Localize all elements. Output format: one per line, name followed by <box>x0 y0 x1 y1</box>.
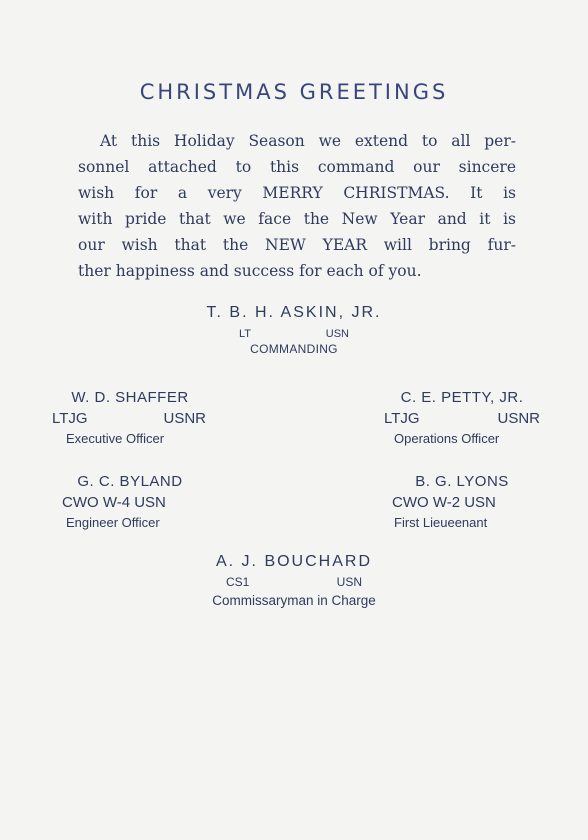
greeting-message <box>78 128 516 284</box>
officer-signature-petty <box>384 389 540 446</box>
commissary-service: USN <box>336 575 362 589</box>
commanding-officer-title: COMMANDING <box>250 342 338 356</box>
officer-service: USNR <box>497 410 540 427</box>
officer-signature-byland <box>52 473 208 530</box>
commissary-role: Commissaryman in Charge <box>212 593 376 608</box>
officer-signature-shaffer <box>52 389 208 446</box>
officer-rank-row <box>384 410 540 427</box>
officer-rank-line: CWO W-4 USN <box>62 494 166 511</box>
message-line: our wish that the NEW YEAR will bring fur- <box>78 236 516 254</box>
commissary-rank: CS1 <box>226 575 250 589</box>
commissary-name: A. J. BOUCHARD <box>215 553 372 570</box>
officer-rank: LTJG <box>384 410 420 427</box>
officer-role: First Lieueenant <box>394 515 488 530</box>
commanding-officer-rank-row <box>239 328 349 340</box>
officer-name: B. G. LYONS <box>415 473 509 490</box>
message-line: ther happiness and success for each of you. <box>78 262 422 280</box>
commanding-officer-signature <box>0 304 588 356</box>
officer-rank-line: CWO W-2 USN <box>392 494 496 511</box>
officer-name: G. C. BYLAND <box>77 473 183 490</box>
commissary-signature <box>0 553 588 608</box>
officer-name: W. D. SHAFFER <box>71 389 189 406</box>
commanding-officer-rank: LT <box>239 328 252 340</box>
officer-name: C. E. PETTY, JR. <box>400 389 524 406</box>
message-line: wish for a very MERRY CHRISTMAS. It is <box>78 184 516 202</box>
commissary-rank-row <box>226 575 362 589</box>
message-line: At this Holiday Season we extend to all per- <box>100 132 516 150</box>
officer-signature-lyons <box>384 473 540 530</box>
message-line: sonnel attached to this command our sincere <box>78 158 516 176</box>
commanding-officer-service: USN <box>325 328 349 340</box>
officer-role: Engineer Officer <box>66 515 160 530</box>
officer-rank: LTJG <box>52 410 88 427</box>
officer-role: Operations Officer <box>394 431 500 446</box>
card-title: CHRISTMAS GREETINGS <box>139 80 449 104</box>
officer-service: USNR <box>163 410 206 427</box>
commanding-officer-name: T. B. H. ASKIN, JR. <box>206 304 382 321</box>
officer-role: Executive Officer <box>66 431 165 446</box>
message-line: with pride that we face the New Year and it is <box>78 210 516 228</box>
officer-rank-row <box>52 410 208 427</box>
